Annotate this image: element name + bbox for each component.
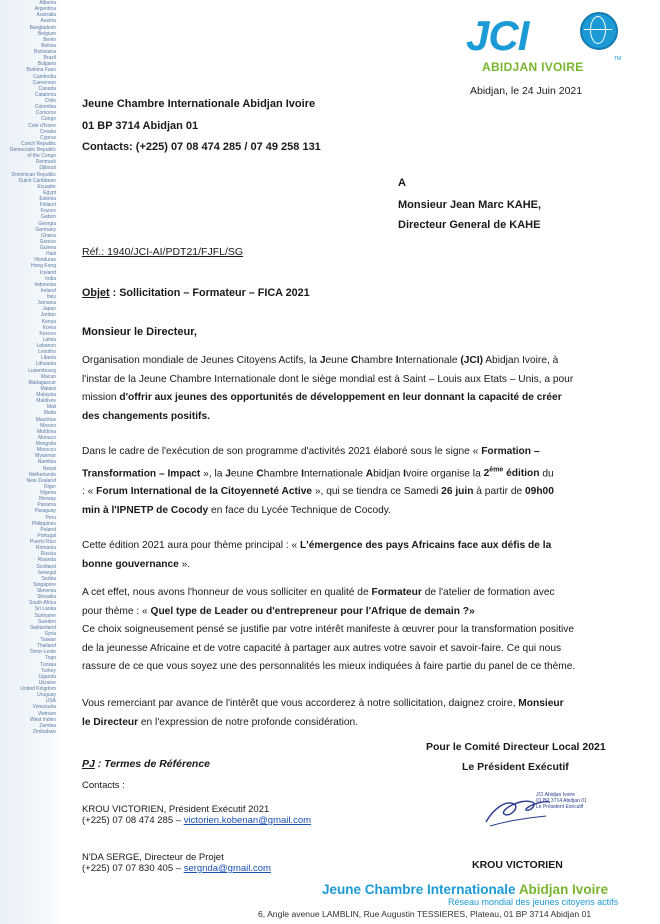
sidebar-country: Croatia	[39, 128, 56, 135]
recipient-title: Directeur General de KAHE	[398, 219, 541, 231]
sidebar-country: Paraguay	[34, 508, 56, 515]
recipient-a: A	[398, 177, 406, 189]
paragraph-2: Dans le cadre de l'exécution de son programme d'activités 2021 élaboré sous le signe « Formation – Transformation – Impact », la Jeune Chambre Internationale Abidjan Ivoire organise la 2ème édition du : « Forum International de la Citoyenneté Active », qui se tiendra ce Samedi 26 juin à partir de 09h00 min à l'IPNETP de Cocody en face du Lycée Technique de Cocody.	[82, 446, 554, 516]
sidebar-country: Poland	[40, 526, 56, 533]
sidebar-country: Zimbabwe	[32, 728, 56, 735]
sidebar-country: Botswana	[34, 49, 56, 55]
pj-text: : Termes de Référence	[94, 758, 211, 770]
sidebar-country: United Kingdom	[20, 686, 56, 692]
sidebar-country: Scotland	[36, 563, 56, 570]
sidebar-country: of the Congo	[27, 153, 56, 160]
sidebar-country: Greece	[39, 238, 56, 245]
sidebar-country: Mexico	[40, 422, 56, 429]
sidebar-country: Bolivia	[41, 42, 56, 49]
sidebar-country: Namibia	[37, 459, 56, 466]
sidebar-country: Djibouti	[39, 165, 56, 172]
country-sidebar	[0, 0, 64, 924]
sidebar-country: Nigeria	[40, 490, 56, 496]
sidebar-country: Burkina Faso	[26, 67, 56, 74]
sidebar-country: Denmark	[35, 159, 56, 166]
sidebar-country: Nepal	[42, 465, 56, 472]
contact1-email-link[interactable]: victorien.kobenan@gmail.com	[183, 815, 312, 826]
sidebar-country: Niger	[44, 483, 56, 490]
sender-name: Jeune Chambre Internationale Abidjan Ivoire	[82, 98, 316, 110]
paragraph-5: Vous remerciant par avance de l'intérêt que vous accorderez à notre sollicitation, daignez croire, Monsieur le Directeur en l'expression de notre profonde considération.	[82, 698, 564, 728]
sidebar-country: Ghana	[40, 232, 56, 239]
sidebar-country: Democratic Republic	[9, 147, 56, 153]
logo-tm: TM	[614, 56, 622, 62]
sidebar-country: Japan	[42, 306, 56, 313]
sidebar-country: Germany	[35, 226, 56, 233]
sidebar-country: Bulgaria	[37, 61, 56, 68]
sidebar-country: New Zealand	[26, 477, 56, 484]
sidebar-country: Chile	[44, 98, 56, 104]
contact1-name: KROU VICTORIEN, Président Exécutif 2021	[82, 804, 270, 815]
sidebar-country: Rwanda	[37, 557, 56, 564]
sidebar-country: Moldova	[37, 428, 56, 435]
contact2-details: (+225) 07 07 830 405 – sergnda@gmail.com	[82, 863, 271, 874]
committee-label: Pour le Comité Directeur Local 2021	[426, 741, 606, 753]
sidebar-country: Suriname	[34, 612, 56, 619]
sidebar-country: Vietnam	[37, 710, 56, 717]
sidebar-country: Serbia	[41, 575, 56, 582]
sidebar-country: Iceland	[39, 269, 56, 276]
sidebar-country: Monaco	[38, 434, 56, 441]
sidebar-country: Uganda	[38, 673, 56, 680]
sidebar-country: Tunisia	[40, 661, 56, 668]
sidebar-country: Georgia	[38, 220, 56, 227]
sidebar-country: Lithuania	[35, 361, 56, 368]
sidebar-country: Gabon	[40, 214, 56, 221]
sidebar-country: Catalonia	[34, 91, 56, 98]
sidebar-country: Togo	[45, 655, 56, 662]
sidebar-country: Albania	[39, 0, 56, 6]
sidebar-country: Peru	[45, 514, 56, 521]
sidebar-country: Panama	[37, 502, 56, 509]
signer-name: KROU VICTORIEN	[472, 859, 563, 871]
sidebar-country: Switzerland	[30, 624, 56, 631]
paragraph-3: Cette édition 2021 aura pour thème principal : « L'émergence des pays Africains face aux défis de la bonne gouvernance ».	[82, 540, 552, 570]
sidebar-country: Portugal	[37, 532, 56, 539]
sidebar-country: Senegal	[37, 569, 56, 576]
pj-label: PJ	[82, 758, 95, 770]
sidebar-country: India	[45, 275, 56, 282]
sidebar-country: Syria	[44, 630, 56, 637]
sidebar-country: Thailand	[36, 643, 56, 650]
sidebar-country: Netherlands	[29, 471, 56, 478]
sidebar-country: Benin	[43, 36, 56, 43]
letter-date: Abidjan, le 24 Juin 2021	[470, 85, 583, 97]
sidebar-country: Uruguay	[37, 692, 56, 699]
objet-line	[82, 286, 310, 300]
sidebar-country: Kosovo	[39, 330, 56, 337]
objet-text: : Sollicitation – Formateur – FICA 2021	[109, 287, 310, 299]
reference: Réf.: 1940/JCI-AI/PDT21/FJFL/SG	[82, 246, 244, 258]
sidebar-country: Sri Lanka	[34, 606, 56, 613]
sidebar-country: Malaysia	[36, 392, 56, 398]
paragraph-1: Organisation mondiale de Jeunes Citoyens Actifs, la Jeune Chambre Internationale (JCI) Abidjan Ivoire, à l'instar de la Jeune Chambre Internationale dont le siège mondial est à Saint – Louis aux Etats – Unis, a pour mission d'offrir aux jeunes des opportunités de développement en leur donnant la capacité de créer des changements positifs.	[82, 355, 574, 422]
sidebar-country: Congo	[41, 116, 56, 123]
globe-icon	[580, 12, 618, 50]
sidebar-country: Venezuela	[32, 704, 56, 711]
sidebar-country: Mongolia	[35, 441, 56, 447]
sidebar-country: Ireland	[40, 287, 56, 294]
sidebar-country: Mauritius	[35, 416, 56, 423]
sidebar-country: Philippines	[31, 520, 56, 527]
sidebar-country: Austria	[40, 18, 56, 25]
sidebar-country: Morocco	[36, 447, 56, 454]
sidebar-country: Puerto Rico	[29, 539, 56, 545]
contact2-name: N'DA SERGE, Directeur de Projet	[82, 852, 224, 863]
sidebar-country: Ecuador	[37, 183, 56, 190]
sidebar-country: Belgium	[37, 30, 56, 37]
sidebar-country: Dutch Caribbean	[18, 177, 56, 184]
sidebar-country: Dominican Republic	[11, 171, 56, 178]
sidebar-country: Canada	[38, 85, 56, 92]
sidebar-country: Argentina	[34, 6, 56, 13]
sidebar-country: Lesotho	[38, 349, 56, 356]
sidebar-country: Macao	[40, 373, 56, 380]
pj-line	[82, 757, 210, 771]
sidebar-country: Sweden	[37, 618, 56, 625]
sidebar-country: Malta	[43, 410, 56, 417]
sidebar-country: Colombia	[34, 104, 56, 111]
sidebar-country: Estonia	[39, 196, 56, 202]
sidebar-country: Honduras	[34, 257, 56, 264]
sidebar-country: Brazil	[43, 55, 56, 62]
salutation: Monsieur le Directeur,	[82, 326, 197, 338]
sidebar-country: Madagascar	[28, 379, 56, 386]
sidebar-country: Jordan	[40, 312, 56, 319]
logo-subtitle: ABIDJAN IVOIRE	[482, 60, 584, 74]
sidebar-country: Zambia	[39, 722, 56, 729]
sender-contacts: Contacts: (+225) 07 08 474 285 / 07 49 258 131	[82, 141, 321, 153]
sidebar-country: South Africa	[29, 600, 56, 607]
sidebar-country: West Indies	[29, 716, 56, 723]
contact1-details: (+225) 07 08 474 285 – victorien.kobenan@gmail.com	[82, 815, 312, 826]
sidebar-country: Taiwan	[40, 637, 56, 643]
sidebar-country: Czech Republic	[20, 140, 56, 147]
sidebar-country: Slovakia	[37, 594, 56, 601]
sidebar-country: Haiti	[45, 251, 56, 258]
sidebar-country: Cambodia	[33, 73, 56, 80]
sidebar-country: Hong Kong	[30, 263, 56, 270]
sidebar-country: Italy	[46, 294, 56, 300]
sidebar-country: Romania	[35, 545, 56, 552]
contact2-email-link[interactable]: sergnda@gmail.com	[183, 863, 271, 874]
sidebar-country: Russia	[40, 551, 56, 558]
paragraph-4: A cet effet, nous avons l'honneur de vous solliciter en qualité de Formateur de l'atelier de formation avec pour thème : « Quel type de Leader ou d'entrepreneur pour l'Afrique de demain ?» Ce choix soigneusement pensé se justifie par votre intérêt manifeste à œuvrer pour la transformation positive de la jeunesse Africaine et de votre capacité à partager aux autres votre savoir et savoir-faire. Ce qui nous rassure de ce que vous soyez une des personnalités les mieux indiquées à faire partie du panel de ce thème.	[82, 587, 576, 672]
sidebar-country: Korea	[42, 324, 56, 331]
sidebar-country: Mali	[46, 404, 56, 411]
sidebar-country: Australia	[36, 12, 56, 19]
sidebar-country: Guinea	[39, 245, 56, 251]
jci-logo	[462, 10, 622, 80]
signature: JCI Abidjan Ivoire 01 BP 3714 Abidjan 01 Le Président Exécutif	[480, 788, 590, 830]
sidebar-country: Maldives	[36, 398, 56, 405]
sidebar-country: Finland	[39, 202, 56, 209]
sidebar-country: Malawi	[40, 385, 56, 392]
logo-text: JCI	[466, 12, 529, 59]
footer-address: 6, Angle avenue LAMBLIN, Rue Augustin TESSIERES, Plateau, 01 BP 3714 Abidjan 01	[258, 909, 592, 919]
sidebar-country: Bangladesh	[29, 24, 56, 31]
sidebar-country: Ukraine	[38, 679, 56, 686]
recipient-name: Monsieur Jean Marc KAHE,	[398, 199, 542, 211]
sidebar-country: Slovenia	[36, 588, 56, 594]
footer-title: Jeune Chambre Internationale Abidjan Ivoire	[322, 882, 609, 897]
sidebar-country: Cameroon	[32, 79, 56, 86]
sidebar-country: Cyprus	[40, 134, 56, 141]
sidebar-country: Indonesia	[34, 281, 56, 288]
sidebar-country: France	[40, 208, 56, 215]
sidebar-country: Singapore	[33, 581, 56, 588]
sidebar-country: Turkey	[40, 667, 56, 674]
sidebar-country: Latvia	[42, 336, 56, 343]
sidebar-country: Liberia	[40, 355, 56, 362]
sidebar-country: Cote d'Ivoire	[28, 122, 56, 129]
president-title: Le Président Exécutif	[462, 761, 569, 773]
sidebar-country: Comoros	[35, 110, 56, 117]
footer-subtitle: Réseau mondial des jeunes citoyens actifs	[448, 897, 619, 907]
sidebar-country: Jamaica	[37, 300, 56, 307]
sender-bp: 01 BP 3714 Abidjan 01	[82, 120, 199, 132]
sidebar-country: Egypt	[43, 189, 56, 196]
sidebar-country: Luxembourg	[28, 367, 56, 374]
sidebar-country: Lebanon	[36, 343, 56, 349]
sidebar-country: Norway	[39, 496, 56, 503]
sidebar-country: Timor-Leste	[29, 649, 56, 656]
sidebar-country: USA	[45, 698, 56, 705]
sidebar-country: Kenya	[41, 318, 56, 325]
objet-label: Objet	[82, 287, 110, 299]
sidebar-country: Myanmar	[35, 453, 56, 460]
contacts-label: Contacts :	[82, 780, 125, 791]
